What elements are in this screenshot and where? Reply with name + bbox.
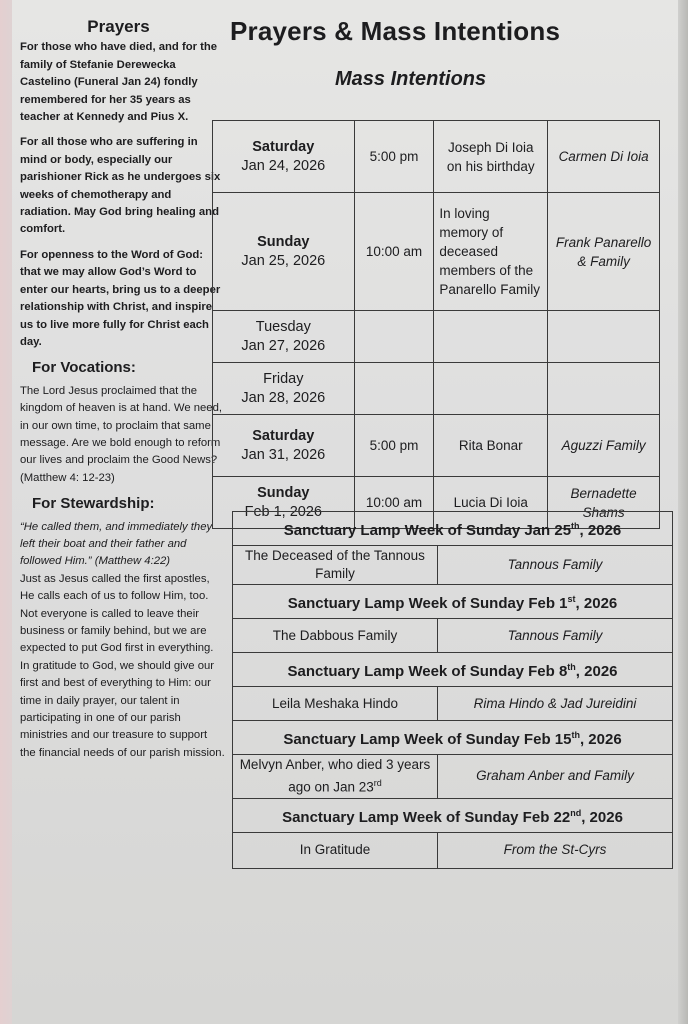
stewardship-text: Just as Jesus called the first apostles, He calls each of us to follow Him, too. Not everyone is called to leave their business or family behind, but we are expected to put God first in everything. In gratitude to God, we should give our first and best of everything to Him: our time in daily prayer, our talent in participating in one of our parish ministries and our treasure to support the financial needs of our parish mission. [20, 572, 225, 759]
table-row [233, 546, 673, 585]
time-cell: 5:00 pm [354, 415, 434, 477]
date-label: Jan 31, 2026 [241, 446, 326, 463]
lamp-for-cell [233, 755, 438, 799]
table-row [213, 121, 660, 193]
table-row [213, 415, 660, 477]
lamp-heading-text: Sanctuary Lamp Week of Sunday Feb 8 [287, 663, 568, 680]
lamp-for-cell: The Dabbous Family [233, 619, 438, 653]
ordinal-suffix: th [571, 730, 580, 740]
date-label: Jan 24, 2026 [241, 157, 326, 174]
ordinal-suffix: th [571, 521, 580, 531]
table-row [233, 653, 673, 687]
lamp-by-cell: Tannous Family [438, 546, 673, 585]
requested-by-cell [548, 311, 660, 363]
day-label: Tuesday [255, 318, 311, 335]
prayers-heading: Prayers [87, 17, 150, 36]
table-row [213, 311, 660, 363]
lamp-week-heading [233, 653, 673, 687]
time-cell: 10:00 am [354, 193, 434, 311]
lamp-heading-year: , 2026 [579, 522, 622, 539]
lamp-heading-text: Sanctuary Lamp Week of Sunday Feb 15 [283, 731, 572, 748]
table-row [233, 832, 673, 868]
prayer-paragraph: For openness to the Word of God: that we may allow God’s Word to enter our hearts, bring us to a deeper relationship with Christ, and inspire us to live more fully for Christ each day. [20, 248, 221, 348]
table-row [233, 687, 673, 721]
date-label: Jan 27, 2026 [241, 337, 326, 354]
lamp-for-cell: In Gratitude [233, 832, 438, 868]
table-row [213, 193, 660, 311]
table-row [233, 619, 673, 653]
day-label: Sunday [257, 233, 310, 250]
lamp-by-cell: Tannous Family [438, 619, 673, 653]
lamp-heading-year: , 2026 [575, 595, 618, 612]
vocations-text: The Lord Jesus proclaimed that the kingdom of heaven is at hand. We need, in our own time, to proclaim that same message. Are we bold enough to reform our lives and proclaim the Good News? (Matthew 4: 12-23) [20, 384, 223, 484]
day-label: Saturday [252, 138, 315, 155]
intention-cell: Joseph Di Ioia on his birthday [434, 121, 548, 193]
table-row [233, 512, 673, 546]
lamp-for-cell: Leila Meshaka Hindo [233, 687, 438, 721]
intention-cell [434, 311, 548, 363]
date-label: Feb 1, 2026 [244, 503, 322, 520]
date-cell [213, 311, 355, 363]
page-edge-right [678, 0, 688, 1024]
time-cell: 10:00 am [354, 477, 434, 529]
prayer-paragraph: For those who have died, and for the family of Stefanie Derewecka Castelino (Funeral Jan 24) fondly remembered for her 35 years as teacher at Kennedy and Pius X. [20, 41, 218, 124]
day-label: Saturday [252, 427, 315, 444]
time-cell: 5:00 pm [354, 121, 434, 193]
prayers-column [20, 18, 225, 770]
time-cell [354, 363, 434, 415]
date-cell [213, 363, 355, 415]
lamp-week-heading [233, 512, 673, 546]
date-label: Jan 25, 2026 [241, 252, 326, 269]
date-cell [213, 121, 355, 193]
prayer-paragraph: For all those who are suffering in mind or body, especially our parishioner Rick as he undergoes six weeks of chemotherapy and radiation. May God bring healing and comfort. [20, 136, 221, 236]
mass-intentions-table [212, 120, 660, 529]
lamp-by-cell: Rima Hindo & Jad Jureidini [438, 687, 673, 721]
time-cell [354, 311, 434, 363]
sanctuary-lamp-table [232, 511, 673, 869]
page-title: Prayers & Mass Intentions [230, 16, 561, 46]
stewardship-heading: For Stewardship: [32, 495, 155, 513]
day-label: Friday [263, 370, 304, 387]
lamp-by-cell: Graham Anber and Family [438, 755, 673, 799]
lamp-for-text: Melvyn Anber, who died 3 years ago on Jan 23 [239, 757, 431, 795]
lamp-heading-text: Sanctuary Lamp Week of Sunday Feb 22 [282, 808, 571, 826]
requested-by-cell: Frank Panarello & Family [548, 193, 660, 311]
table-row [233, 755, 673, 799]
date-label: Jan 28, 2026 [241, 389, 326, 406]
table-row [233, 798, 673, 832]
lamp-heading-year: , 2026 [579, 731, 622, 748]
lamp-week-heading [233, 585, 673, 619]
stewardship-quote: “He called them, and immediately they left their boat and their father and followed Him.” (Matthew 4:22) [20, 520, 213, 568]
date-cell [213, 193, 355, 311]
ordinal-suffix: rd [373, 778, 382, 788]
date-cell [213, 415, 355, 477]
ordinal-suffix: nd [570, 807, 582, 818]
table-row [233, 585, 673, 619]
lamp-week-heading [233, 721, 673, 755]
requested-by-cell: Aguzzi Family [548, 415, 660, 477]
ordinal-suffix: th [567, 662, 576, 672]
lamp-for-cell: The Deceased of the Tannous Family [233, 546, 438, 585]
requested-by-cell: Bernadette Shams [548, 477, 660, 529]
intention-cell [434, 363, 548, 415]
lamp-heading-text: Sanctuary Lamp Week of Sunday Feb 1 [287, 595, 568, 612]
intention-cell: Lucia Di Ioia [434, 477, 548, 529]
ordinal-suffix: st [567, 594, 576, 604]
vocations-heading: For Vocations: [32, 359, 136, 377]
intention-cell: Rita Bonar [434, 415, 548, 477]
lamp-heading-year: , 2026 [581, 808, 623, 826]
lamp-heading-year: , 2026 [575, 663, 618, 680]
table-row [213, 363, 660, 415]
intention-cell: In loving memory of deceased members of the Panarello Family [434, 193, 548, 311]
lamp-heading-text: Sanctuary Lamp Week of Sunday Jan 25 [283, 522, 572, 539]
lamp-week-heading [233, 798, 673, 832]
requested-by-cell [548, 363, 660, 415]
day-label: Sunday [257, 484, 310, 501]
lamp-by-cell: From the St-Cyrs [438, 832, 673, 868]
section-subtitle: Mass Intentions [335, 68, 487, 90]
table-row [233, 721, 673, 755]
requested-by-cell: Carmen Di Ioia [548, 121, 660, 193]
